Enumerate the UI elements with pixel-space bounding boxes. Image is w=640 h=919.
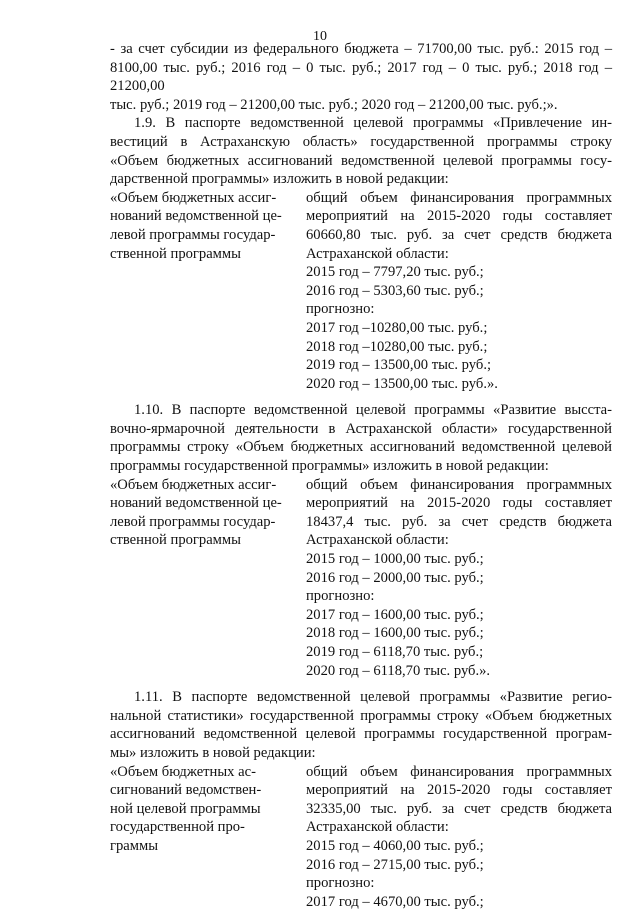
section-1-10 [110, 401, 612, 680]
label-line: ной целевой программы [110, 800, 261, 817]
heading-line: программы государственной программы» изложить в новой редакции: [110, 458, 549, 475]
label-line: нований ведомственной це- [110, 208, 282, 225]
intro-line: - за счет субсидии из федерального бюджета – 71700,00 тыс. руб.: 2015 год – [110, 41, 612, 57]
heading-line: вочно-ярмарочной деятельности в Астраханской области» государственной [110, 420, 612, 437]
label-line: «Объем бюджетных ассиг- [110, 476, 277, 493]
budget-label [110, 763, 306, 912]
value-line: 32335,00 тыс. руб. за счет средств бюджета [306, 800, 612, 817]
forecast-label: прогнозно: [306, 588, 375, 605]
budget-label [110, 476, 306, 681]
budget-value [306, 476, 612, 681]
year-line: 2018 год –10280,00 тыс. руб.; [306, 338, 488, 355]
heading-line: вестиций в Астраханскую область» государственной программы строку [110, 133, 612, 150]
intro-line: тыс. руб.; 2019 год – 21200,00 тыс. руб.; 2020 год – 21200,00 тыс. руб.;». [110, 96, 558, 113]
year-line: 2020 год – 6118,70 тыс. руб.». [306, 662, 491, 679]
value-line: Астраханской области: [306, 819, 449, 836]
year-line: 2016 год – 2715,00 тыс. руб.; [306, 856, 484, 873]
heading-line: 1.11. В паспорте ведомственной целевой программы «Развитие регио- [134, 689, 612, 706]
heading-line: мы» изложить в новой редакции: [110, 744, 316, 761]
budget-value [306, 189, 612, 394]
label-line: нований ведомственной це- [110, 495, 282, 512]
year-line: 2019 год – 13500,00 тыс. руб.; [306, 357, 492, 374]
section-heading [110, 401, 612, 475]
heading-line: дарственной программы» изложить в новой редакции: [110, 171, 449, 188]
budget-label [110, 189, 306, 394]
value-line: общий объем финансирования программных [306, 763, 612, 780]
heading-line: нальной статистики» государственной программы строку «Объем бюджетных [110, 707, 612, 724]
year-line: 2020 год – 13500,00 тыс. руб.». [306, 375, 498, 392]
label-line: ственной программы [110, 245, 241, 262]
label-line: «Объем бюджетных ас- [110, 763, 256, 780]
label-line: государственной про- [110, 819, 245, 836]
value-line: общий объем финансирования программных [306, 476, 612, 493]
budget-value [306, 763, 612, 912]
label-line: ственной программы [110, 532, 241, 549]
budget-table [110, 189, 612, 394]
intro-line: 8100,00 тыс. руб.; 2016 год – 0 тыс. руб.; 2017 год – 0 тыс. руб.; 2018 год – 21200,00 [110, 59, 612, 95]
value-line: общий объем финансирования программных [306, 189, 612, 206]
page-number: 10 [313, 29, 327, 44]
year-line: 2018 год – 1600,00 тыс. руб.; [306, 625, 484, 642]
section-heading [110, 114, 612, 188]
intro-paragraph [110, 40, 612, 114]
value-line: мероприятий на 2015-2020 годы составляет [306, 495, 612, 512]
heading-line: «Объем бюджетных ассигнований ведомственной целевой программы госу- [110, 152, 612, 169]
value-line: 18437,4 тыс. руб. за счет средств бюджета [306, 513, 612, 530]
label-line: граммы [110, 837, 159, 854]
year-line: 2016 год – 2000,00 тыс. руб.; [306, 569, 484, 586]
label-line: левой программы государ- [110, 513, 276, 530]
year-line: 2015 год – 4060,00 тыс. руб.; [306, 837, 484, 854]
year-line: 2015 год – 1000,00 тыс. руб.; [306, 551, 484, 568]
value-line: Астраханской области: [306, 532, 449, 549]
budget-table [110, 763, 612, 912]
forecast-label: прогнозно: [306, 301, 375, 318]
heading-line: ассигнований ведомственной целевой программы государственной програм- [110, 726, 612, 743]
value-line: мероприятий на 2015-2020 годы составляет [306, 782, 612, 799]
budget-table [110, 476, 612, 681]
label-line: левой программы государ- [110, 226, 276, 243]
section-1-11 [110, 688, 612, 911]
year-line: 2017 год – 4670,00 тыс. руб.; [306, 893, 484, 910]
heading-line: 1.9. В паспорте ведомственной целевой программы «Привлечение ин- [134, 115, 612, 132]
year-line: 2015 год – 7797,20 тыс. руб.; [306, 264, 484, 281]
year-line: 2017 год – 1600,00 тыс. руб.; [306, 606, 484, 623]
document-body [110, 40, 612, 919]
section-heading [110, 688, 612, 762]
label-line: «Объем бюджетных ассиг- [110, 189, 277, 206]
year-line: 2017 год –10280,00 тыс. руб.; [306, 319, 488, 336]
heading-line: программы строку «Объем бюджетных ассигнований ведомственной целевой [110, 439, 612, 456]
forecast-label: прогнозно: [306, 875, 375, 892]
year-line: 2019 год – 6118,70 тыс. руб.; [306, 644, 484, 660]
value-line: 60660,80 тыс. руб. за счет средств бюджета [306, 226, 612, 243]
value-line: мероприятий на 2015-2020 годы составляет [306, 208, 612, 225]
section-1-9 [110, 114, 612, 393]
value-line: Астраханской области: [306, 245, 449, 262]
year-line: 2016 год – 5303,60 тыс. руб.; [306, 282, 484, 299]
heading-line: 1.10. В паспорте ведомственной целевой программы «Развитие высста- [134, 402, 612, 419]
label-line: сигнований ведомствен- [110, 782, 262, 799]
